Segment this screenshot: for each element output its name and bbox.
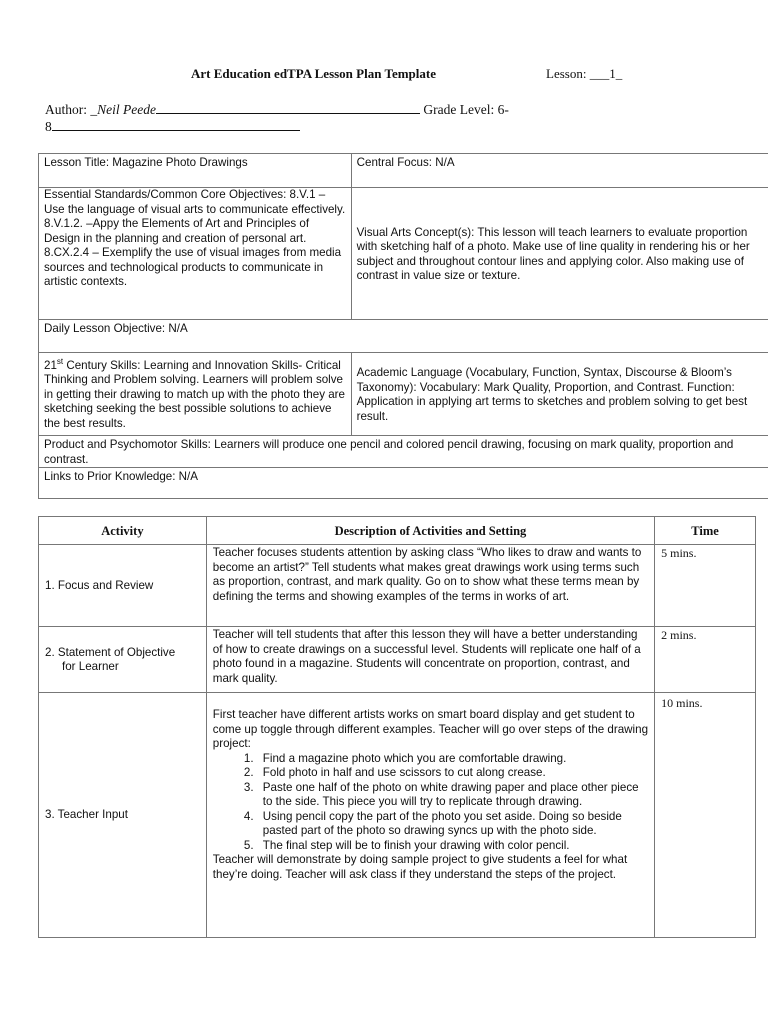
description-teacher-input: [206, 693, 654, 938]
grade-level-label: Grade Level: 6-: [423, 102, 509, 117]
step-item: 4. Using pencil copy the part of the photo you set aside. Doing so beside pasted part of the photo so drawing syncs up with the photo side.: [257, 810, 648, 839]
time-teacher-input: 10 mins.: [655, 693, 756, 938]
daily-objective-cell: Daily Lesson Objective: N/A: [39, 320, 768, 353]
central-focus-cell: Central Focus: N/A: [351, 154, 768, 188]
activity-statement-line2: for Learner: [62, 660, 119, 673]
century-suffix: st: [56, 357, 64, 366]
lesson-plan-table: [38, 153, 768, 499]
time-focus-review: 5 mins.: [655, 545, 756, 627]
standards-cell: Essential Standards/Common Core Objectives: 8.V.1 – Use the language of visual arts to communicate effectively. 8.V.1.2. –Appy the Elements of Art and Principles of Design in the planning and creation of personal art. 8.CX.2.4 – Exemplify the use of visual images from media sources and technological products to communicate in artistic contexts.: [39, 188, 352, 320]
time-header: Time: [655, 517, 756, 545]
lesson-number: Lesson: ___1_: [546, 66, 623, 81]
activity-teacher-input: 3. Teacher Input: [39, 693, 207, 938]
teacher-input-intro: First teacher have different artists works on smart board display and get student to come up toggle through different examples. Teacher will go over steps of the drawing project:: [212, 708, 649, 750]
author-name: Neil Peede: [97, 102, 156, 117]
author-underline: [156, 101, 420, 114]
drawing-steps-list: [213, 752, 648, 854]
activity-statement-line1: 2. Statement of Objective: [45, 645, 176, 659]
time-statement-objective: 2 mins.: [655, 627, 756, 693]
step-item: 1. Find a magazine photo which you are comfortable drawing.: [257, 752, 648, 767]
century-number: 21: [44, 358, 57, 372]
grade-underline: [52, 118, 300, 131]
activity-header: Activity: [39, 517, 207, 545]
grade-level-continued: 8: [45, 119, 52, 134]
academic-language-cell: Academic Language (Vocabulary, Function, Syntax, Discourse & Bloom’s Taxonomy): Vocabulary: Mark Quality, Proportion, and Contrast. Function: Application in applying art terms to sketches and problem solving to get best result.: [351, 353, 768, 436]
product-skills-cell: Product and Psychomotor Skills: Learners will produce one pencil and colored pencil drawing, focusing on mark quality, proportion and contrast.: [39, 436, 768, 468]
step-item: 3. Paste one half of the photo on white drawing paper and place other piece to the side. This piece you will try to replicate through drawing.: [257, 781, 648, 810]
activity-statement-objective: [39, 627, 207, 693]
activity-focus-review: 1. Focus and Review: [39, 545, 207, 627]
description-statement-objective: Teacher will tell students that after this lesson they will have a better understanding of how to create drawings on a successful level. Students will replicate one half of a photo found in a magazine. Students will concentrate on proportion, contrast, and mark quality.: [206, 627, 654, 693]
author-label: Author: _: [45, 102, 98, 117]
author-line: [45, 101, 545, 135]
lesson-title-cell: Lesson Title: Magazine Photo Drawings: [39, 154, 352, 188]
arts-concept-cell: Visual Arts Concept(s): This lesson will teach learners to evaluate proportion with sketching half of a photo. Make use of line quality in rendering his or her subject and throughout contour lines and applying color. Also making use of contrast in value size or texture.: [351, 188, 768, 320]
prior-knowledge-cell: Links to Prior Knowledge: N/A: [39, 468, 768, 499]
description-header: Description of Activities and Setting: [206, 517, 654, 545]
century-skills-cell: [39, 353, 352, 436]
activities-table: [38, 516, 756, 938]
description-focus-review: Teacher focuses students attention by asking class “Who likes to draw and wants to become an artist?” Tell students what makes great drawings work using terms such as proportion, contrast, and mark quality. Go on to show what these terms mean by defining the terms and showing examples of the terms in works of art.: [206, 545, 654, 627]
teacher-input-outro: Teacher will demonstrate by doing sample project to give students a feel for what they’re doing. Teacher will ask class if they understand the steps of the project.: [212, 853, 628, 881]
step-item: 2. Fold photo in half and use scissors to cut along crease.: [257, 766, 648, 781]
document-title: Art Education edTPA Lesson Plan Template: [191, 66, 436, 81]
step-item: 5. The final step will be to finish your drawing with color pencil.: [257, 839, 648, 854]
century-skills-text: Century Skills: Learning and Innovation Skills- Critical Thinking and Problem solving. Learners will problem solve in getting their drawing to match up with the photo they are sketching seeking the best possible solutions to achieve the best results.: [44, 358, 345, 430]
